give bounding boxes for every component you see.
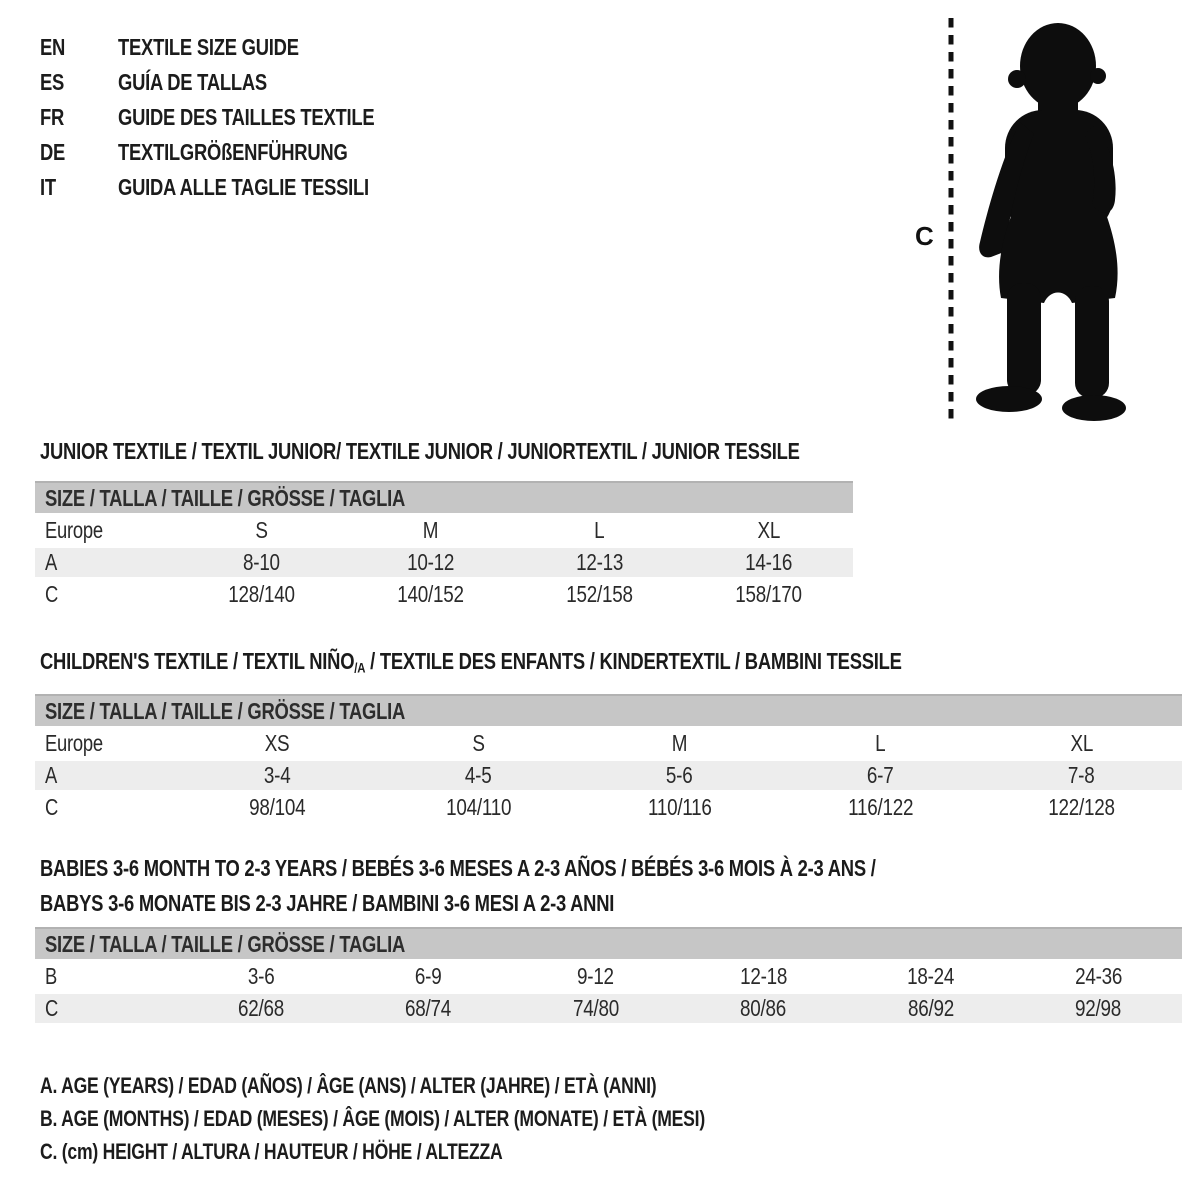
cell-value: 9-12 xyxy=(577,963,615,989)
cell-value: 74/80 xyxy=(572,995,619,1021)
cell-value: 68/74 xyxy=(405,995,452,1021)
row-label: A xyxy=(45,549,58,575)
cell-value: 122/128 xyxy=(1048,794,1115,820)
language-row-it xyxy=(40,170,439,205)
cell-value: 8-10 xyxy=(243,549,280,575)
cell-value: 80/86 xyxy=(740,995,787,1021)
cell-value: 6-9 xyxy=(414,963,442,989)
table-row-europe xyxy=(35,729,1182,758)
language-title: TEXTILGRÖßENFÜHRUNG xyxy=(118,139,348,165)
cell-value: XL xyxy=(1070,730,1093,756)
cell-value: 110/116 xyxy=(647,794,712,820)
cell-value: M xyxy=(422,517,439,543)
table-row-height xyxy=(35,994,1182,1023)
language-row-es xyxy=(40,65,439,100)
size-table-header: SIZE / TALLA / TAILLE / GRÖSSE / TAGLIA xyxy=(35,927,1182,959)
cell-value: 116/122 xyxy=(847,794,914,820)
language-title: GUÍA DE TALLAS xyxy=(118,69,267,95)
legend xyxy=(40,1069,871,1168)
cell-value: 4-5 xyxy=(465,762,492,788)
cell-value: 3-6 xyxy=(247,963,275,989)
table-row-height xyxy=(35,793,1182,822)
baby-silhouette-icon xyxy=(976,23,1126,421)
language-code: IT xyxy=(40,174,56,200)
table-row-age xyxy=(35,548,853,577)
cell-value: 12-13 xyxy=(575,549,623,575)
cell-value: 104/110 xyxy=(445,794,512,820)
language-code: ES xyxy=(40,69,65,95)
row-label: C xyxy=(45,581,59,607)
language-title: GUIDA ALLE TAGLIE TESSILI xyxy=(118,174,369,200)
cell-value: 158/170 xyxy=(735,581,802,607)
cell-value: L xyxy=(594,517,605,543)
children-size-table xyxy=(35,694,1182,822)
language-row-de xyxy=(40,135,439,170)
language-code: EN xyxy=(40,34,66,60)
cell-value: 92/98 xyxy=(1075,995,1122,1021)
cell-value: 152/158 xyxy=(566,581,633,607)
cell-value: 3-4 xyxy=(264,762,291,788)
babies-section-title: BABIES 3-6 MONTH TO 2-3 YEARS / BEBÉS 3-6 MESES A 2-3 AÑOS / BÉBÉS 3-6 MOIS À 2-3 ANS / BABYS 3-6 MONATE BIS 2-3 JAHRE / BAMBINI 3-6 MESI A 2-3 ANNI xyxy=(40,855,876,916)
table-row-height xyxy=(35,580,853,609)
junior-section-title: JUNIOR TEXTILE / TEXTIL JUNIOR/ TEXTILE JUNIOR / JUNIORTEXTIL / JUNIOR TESSILE xyxy=(40,438,800,464)
row-label: B xyxy=(45,963,58,989)
row-label: Europe xyxy=(45,517,103,543)
cell-value: 10-12 xyxy=(406,549,454,575)
children-section-title: CHILDREN'S TEXTILE / TEXTIL NIÑO/A / TEXTILE DES ENFANTS / KINDERTEXTIL / BAMBINI TESSILE xyxy=(40,648,902,677)
row-label: A xyxy=(45,762,58,788)
row-label: C xyxy=(45,794,59,820)
cell-value: XL xyxy=(757,517,780,543)
cell-value: 7-8 xyxy=(1068,762,1095,788)
cell-value: 140/152 xyxy=(397,581,464,607)
cell-value: 18-24 xyxy=(907,963,955,989)
table-row-age xyxy=(35,761,1182,790)
row-label: Europe xyxy=(45,730,103,756)
height-figure-svg xyxy=(905,5,1195,435)
junior-size-table xyxy=(35,481,853,609)
legend-line-b: B. AGE (MONTHS) / EDAD (MESES) / ÂGE (MOIS) / ALTER (MONATE) / ETÀ (MESI) xyxy=(40,1106,705,1131)
language-code: DE xyxy=(40,139,66,165)
language-row-fr xyxy=(40,100,439,135)
table-row-months xyxy=(35,962,1182,991)
language-title: TEXTILE SIZE GUIDE xyxy=(118,34,299,60)
cell-value: S xyxy=(255,517,268,543)
cell-value: L xyxy=(875,730,886,756)
cell-value: 12-18 xyxy=(739,963,787,989)
language-list xyxy=(40,30,439,205)
legend-line-a: A. AGE (YEARS) / EDAD (AÑOS) / ÂGE (ANS) / ALTER (JAHRE) / ETÀ (ANNI) xyxy=(40,1073,657,1098)
cell-value: 6-7 xyxy=(867,762,894,788)
row-label: C xyxy=(45,995,59,1021)
cell-value: 98/104 xyxy=(249,794,306,820)
nino-a-subscript: /A xyxy=(354,660,366,677)
language-row-en xyxy=(40,30,439,65)
babies-size-table xyxy=(35,927,1182,1023)
cell-value: 86/92 xyxy=(907,995,954,1021)
table-row-europe xyxy=(35,516,853,545)
height-label: C xyxy=(915,221,934,251)
legend-line-c: C. (cm) HEIGHT / ALTURA / HAUTEUR / HÖHE / ALTEZZA xyxy=(40,1139,503,1164)
cell-value: S xyxy=(472,730,485,756)
language-title: GUIDE DES TAILLES TEXTILE xyxy=(118,104,375,130)
height-figure xyxy=(905,5,1195,435)
cell-value: 62/68 xyxy=(237,995,284,1021)
cell-value: XS xyxy=(265,730,290,756)
language-code: FR xyxy=(40,104,65,130)
cell-value: 14-16 xyxy=(744,549,792,575)
cell-value: 5-6 xyxy=(666,762,693,788)
cell-value: 24-36 xyxy=(1074,963,1122,989)
cell-value: 128/140 xyxy=(228,581,295,607)
size-table-header: SIZE / TALLA / TAILLE / GRÖSSE / TAGLIA xyxy=(35,694,1182,726)
size-table-header: SIZE / TALLA / TAILLE / GRÖSSE / TAGLIA xyxy=(35,481,853,513)
cell-value: M xyxy=(671,730,688,756)
